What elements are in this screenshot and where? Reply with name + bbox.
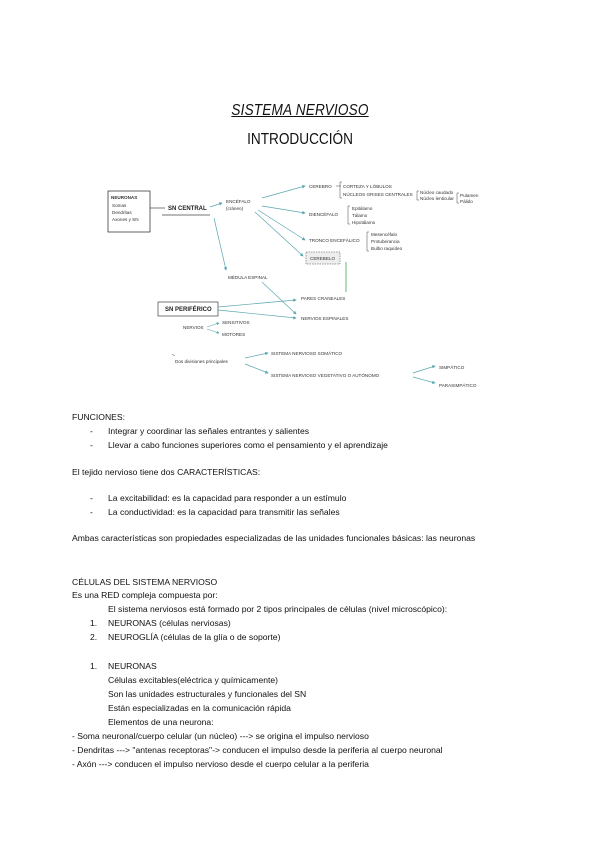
celulas-heading: CÉLULAS DEL SISTEMA NERVIOSO [72, 577, 218, 587]
cerebelo-label: CEREBELO [310, 256, 336, 261]
caracteristica-item: - La excitabilidad: es la capacidad para responder a un estímulo [90, 493, 347, 503]
diencefalo-label: DIENCÉFALO [309, 212, 339, 217]
nucleos-child: Núcleo caudado [420, 190, 454, 195]
sensitivos-label: SENSITIVOS [222, 320, 250, 325]
concept-map [0, 0, 600, 400]
page-subtitle: INTRODUCCIÓN [247, 131, 353, 148]
motores-label: MOTORES [222, 332, 246, 337]
caracteristica-item: - La conductividad: es la capacidad para transmitir las señales [90, 507, 340, 517]
neuronas-box-title: NEURONAS [111, 195, 138, 200]
celulas-intro: Es una RED compleja compuesta por: [72, 590, 218, 600]
neuronas-box-item: Dendritas [112, 210, 132, 215]
caracteristicas-intro: El tejido nervioso tiene dos CARACTERÍSTICAS: [72, 467, 261, 477]
funciones-item: - Integrar y coordinar las señales entrantes y salientes [90, 426, 310, 436]
page-title: SISTEMA NERVIOSO [231, 102, 369, 119]
neurona-element: - Soma neuronal/cuerpo celular (un núcleo) ---> se origina el impulso nervioso [72, 731, 369, 741]
encefalo-sub-label: (cráneo) [226, 206, 244, 211]
neurona-element: - Axón ---> conducen el impulso nervioso desde el cuerpo celular a la periferia [72, 759, 369, 769]
celula-type-item: 2. NEUROGLÍA (células de la glía o de soporte) [90, 632, 281, 642]
nucleos-child: Núcleo lenticular [420, 196, 454, 201]
autonomo-label: SISTEMA NERVIOSO VEGETATIVO O AUTÓNOMO [271, 373, 380, 378]
encefalo-label: ENCÉFALO [226, 199, 251, 204]
diencefalo-child: Tálamo [352, 213, 368, 218]
nervios-espinales-label: NERVIOS ESPINALES [301, 316, 349, 321]
tronco-child: Protuberancia [371, 239, 400, 244]
somatico-label: SISTEMA NERVIOSO SOMÁTICO [271, 351, 343, 356]
tronco-label: TRONCO ENCEFÁLICO [309, 238, 360, 243]
pares-craneales-label: PARES CRANEALES [301, 296, 346, 301]
neuronas-line: Son las unidades estructurales y funcionales del SN [108, 689, 307, 699]
sn-periferico-label: SN PERIFÉRICO [165, 307, 212, 313]
neuronas-heading: 1. NEURONAS [90, 661, 157, 671]
neuronas-box-item: Somas [112, 203, 127, 208]
tronco-child: Bulbo raquídeo [371, 246, 403, 251]
lenticular-child: Pálido [460, 199, 473, 204]
divisiones-label: Dos divisiones principales [175, 359, 228, 364]
funciones-item: - Llevar a cabo funciones superiores como el pensamiento y el aprendizaje [90, 440, 388, 450]
neuronas-box-item: Axones y SN [112, 217, 139, 222]
parasimpatico-label: PARASIMPÁTICO [439, 383, 477, 388]
medula-label: MÉDULA ESPINAL [228, 275, 268, 280]
cerebro-child: CORTEZA Y LÓBULOS [343, 184, 392, 189]
funciones-heading: FUNCIONES: [72, 412, 125, 422]
neuronas-line: Elementos de una neurona: [108, 717, 214, 727]
tronco-child: Mesencéfalo [371, 232, 398, 237]
neuronas-line: Están especializadas en la comunicación rápida [108, 703, 291, 713]
sn-central-label: SN CENTRAL [168, 206, 207, 212]
nervios-label: NERVIOS [183, 325, 204, 330]
neurona-element: - Dendritas ---> "antenas receptoras"-> conducen el impulso desde la periferia al cuerpo neuronal [72, 745, 443, 755]
neuronas-line: Células excitables(eléctrica y químicamente) [108, 675, 279, 685]
cerebro-label: CEREBRO [309, 184, 332, 189]
celula-type-item: 1. NEURONAS (células nerviosas) [90, 618, 231, 628]
cerebro-child: NÚCLEOS GRISES CENTRALES [343, 192, 413, 197]
celulas-formed: El sistema nerviosos está formado por 2 tipos principales de células (nivel microscópico): [108, 604, 448, 614]
diencefalo-child: Epitálamo [352, 206, 373, 211]
caracteristicas-summary: Ambas características son propiedades especializadas de las unidades funcionales básicas: las neuronas [72, 533, 476, 543]
simpatico-label: SIMPÁTICO [439, 365, 465, 370]
diencefalo-child: Hipotálamo [352, 220, 376, 225]
lenticular-child: Putamen [460, 193, 479, 198]
